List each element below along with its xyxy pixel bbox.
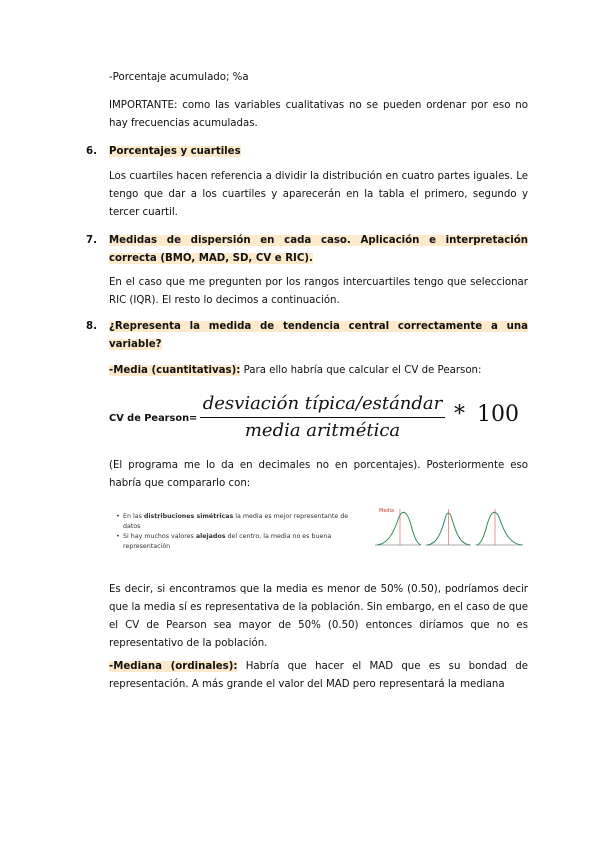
mediana-text: Habría que hacer el MAD que es su bondad de representación. A más grande el valor del MAD pero representará la mediana [109,661,528,690]
svg-text:Media: Media [379,508,395,514]
media-text: Para ello habría que calcular el CV de Pearson: [240,365,482,376]
porcentaje-acumulado-line: -Porcentaje acumulado; %a [109,72,249,83]
formula-factor: 100 [477,402,519,427]
section-8-number: 8. [86,321,97,332]
section-6-title: Porcentajes y cuartiles [109,146,241,157]
formula-denominator: media aritmética [244,420,401,441]
section-6-body: Los cuartiles hacen referencia a dividir la distribución en cuatro partes iguales. Le tengo que dar a los cuartiles y aparecerán en la tabla el primero, segundo y tercer cuartil. [109,171,528,218]
formula-numerator: desviación típica/estándar [200,393,445,418]
section-7-title: Medidas de dispersión en cada caso. Aplicación e interpretación correcta (BMO, MAD, SD, CV e RIC). [109,235,528,264]
mediana-paragraph [109,658,528,694]
section-8-title: ¿Representa la medida de tendencia central correctamente a una variable? [109,321,528,350]
symmetric-curve [425,509,471,545]
es-decir-paragraph: Es decir, si encontramos que la media es menor de 50% (0.50), podríamos decir que la media sí es representativa de la población. Sin embargo, en el caso de que el CV de Pearson sea mayor de 50% (0.50) entonces diríamos que no es representativo de la población. [109,584,528,649]
cv-formula-fraction [200,393,445,441]
skewed-right-curve [475,509,523,545]
programa-paragraph: (El programa me lo da en decimales no en porcentajes). Posteriormente eso habría que compararlo con: [109,460,528,489]
section-8-heading [86,318,528,354]
section-6-number: 6. [86,146,97,157]
section-7-body: En el caso que me pregunten por los rangos intercuartiles tengo que seleccionar RIC (IQR). El resto lo decimos a continuación. [109,277,528,306]
section-7-number: 7. [86,235,97,246]
section-6-heading [86,143,528,161]
media-paragraph [109,362,528,380]
bullet-symmetric: • En las distribuciones simétricas la media es mejor representante de datos [116,512,366,532]
embedded-slide-bullets [116,512,366,552]
importante-paragraph: IMPORTANTE: como las variables cualitativas no se pueden ordenar por eso no hay frecuencias acumuladas. [109,100,528,129]
distribution-curves-image [373,505,525,555]
mediana-label: -Mediana (ordinales): [109,661,238,672]
section-7-heading [86,232,528,268]
skewed-left-curve [375,508,421,545]
formula-times: * [454,402,465,427]
bullet-outliers: • Si hay muchos valores alejados del centro, la media no es buena representación [116,532,366,552]
media-label: -Media (cuantitativas): [109,365,241,376]
cv-pearson-label: CV de Pearson= [109,413,198,424]
